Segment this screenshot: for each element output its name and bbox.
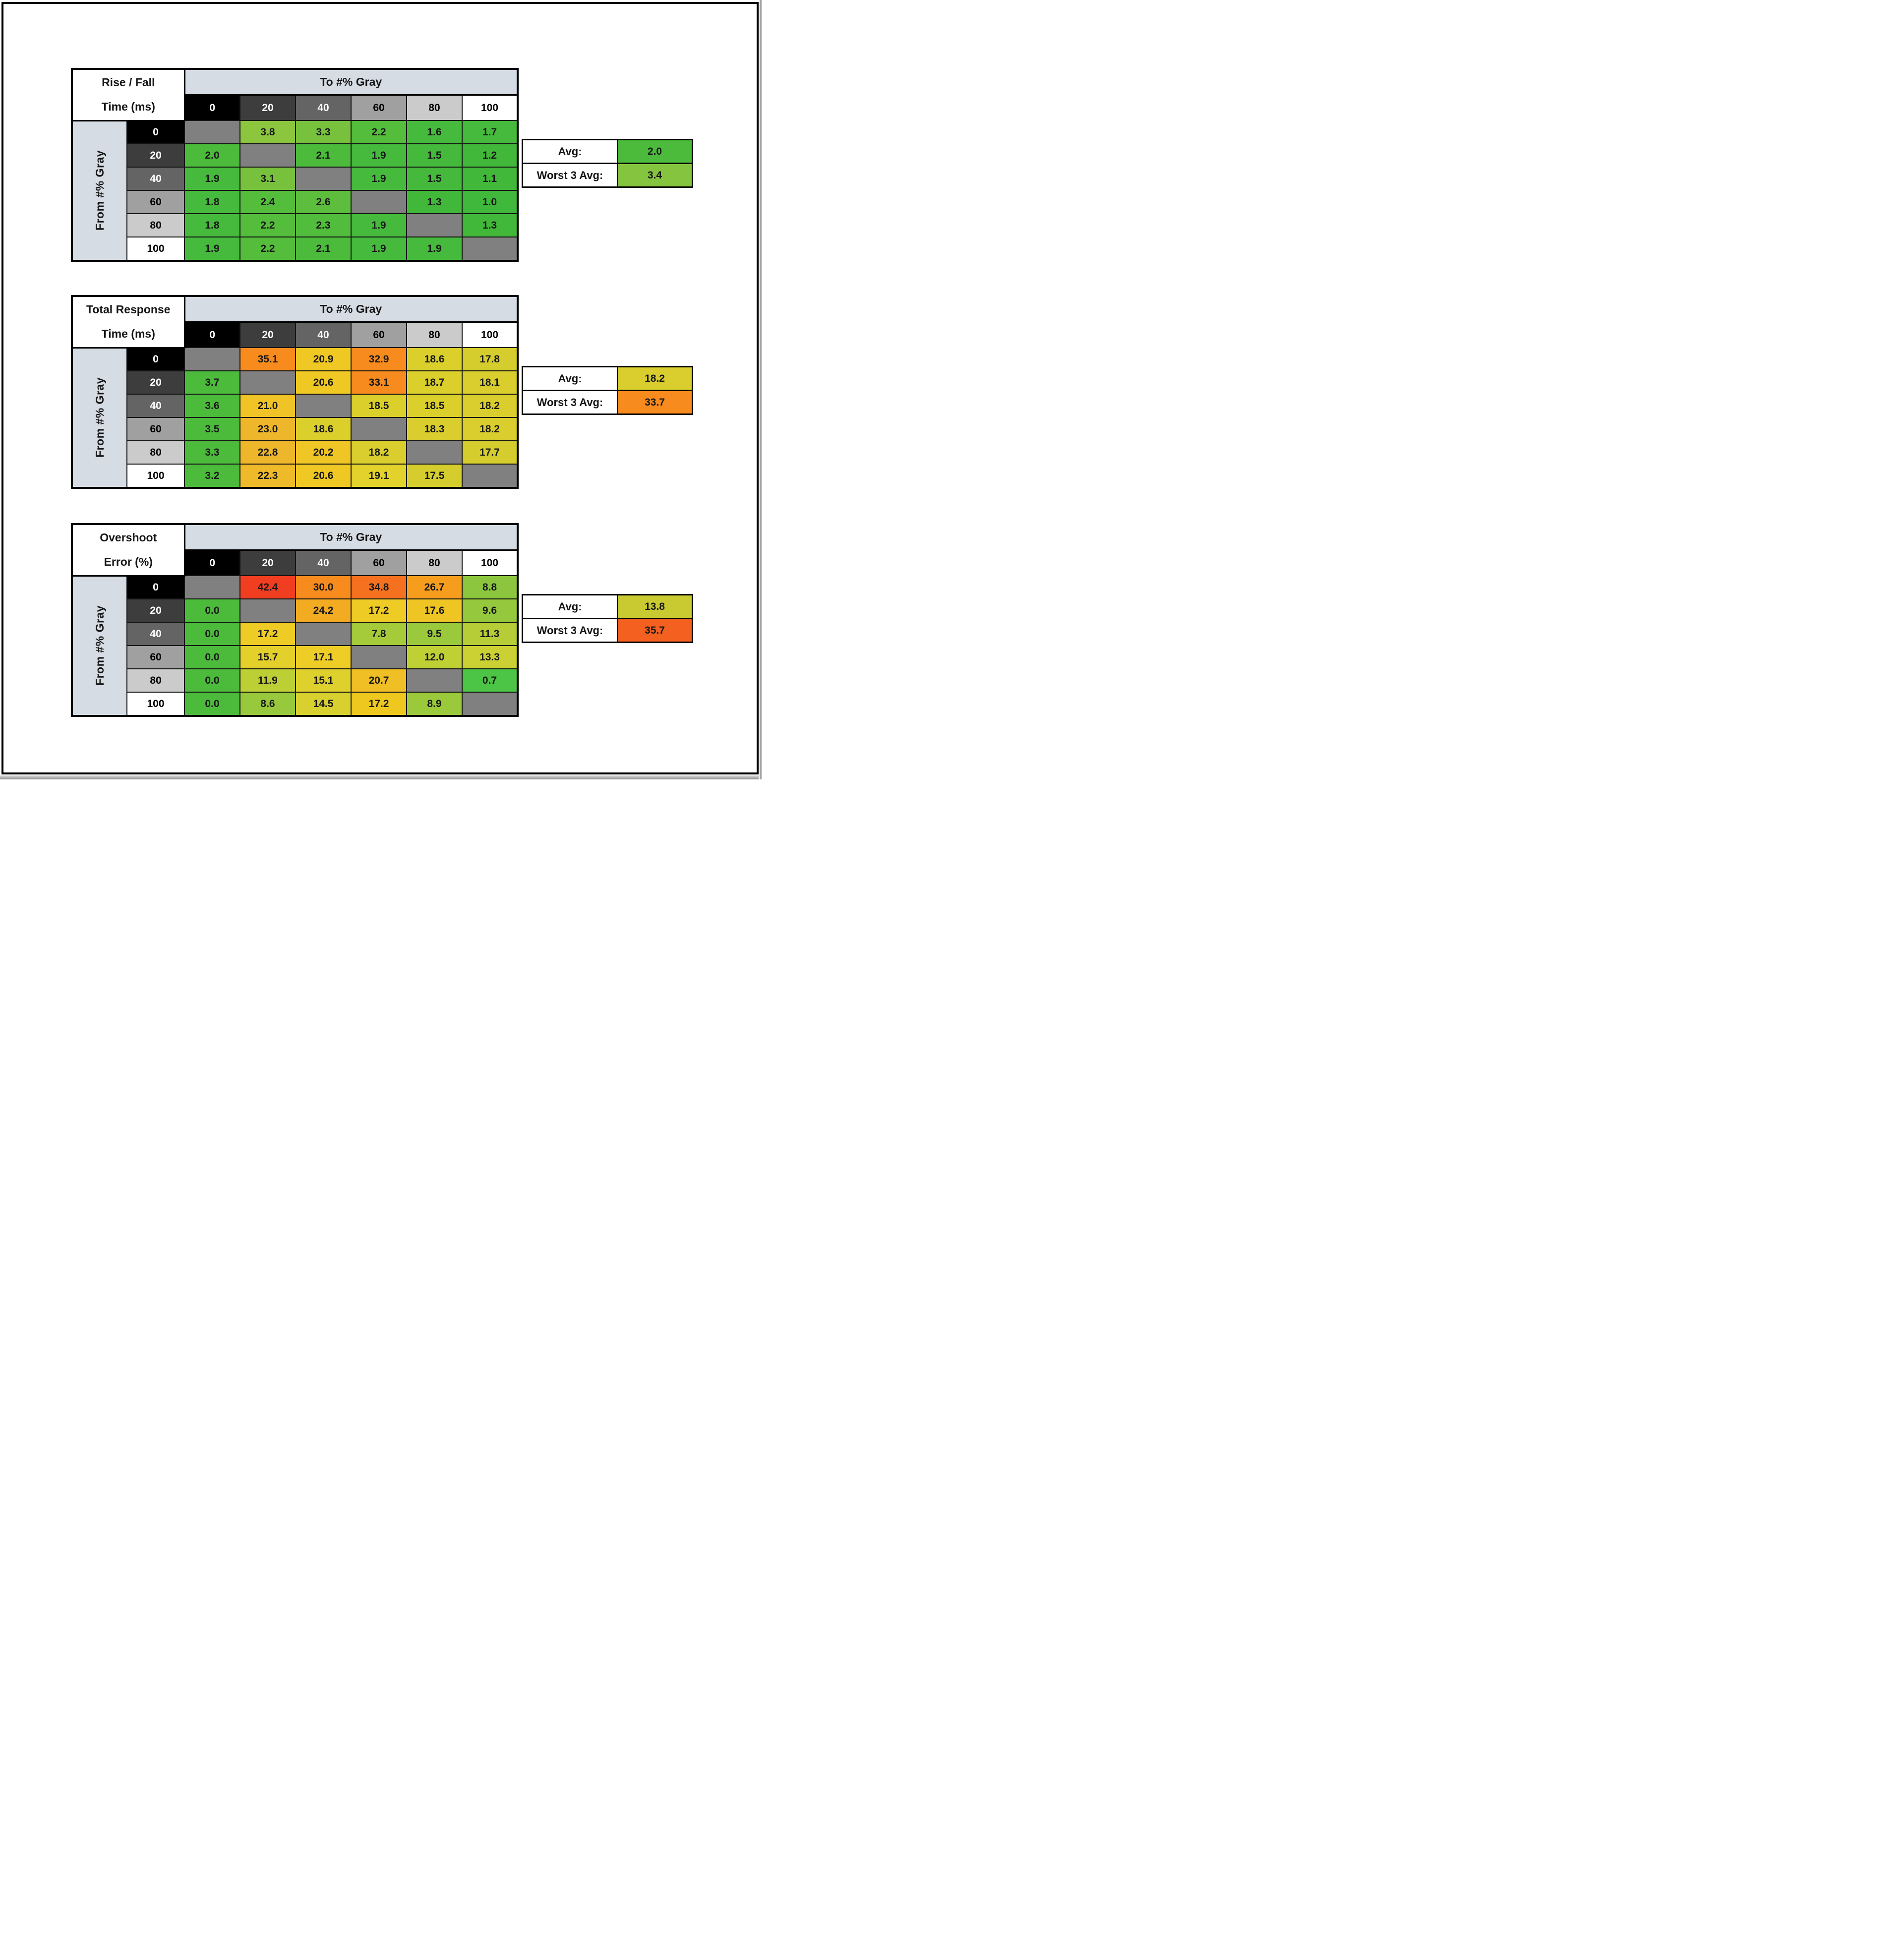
worst3-value: 3.4 (618, 164, 692, 186)
cell-from0-to60: 32.9 (351, 348, 407, 371)
cell-from40-to20: 21.0 (240, 394, 296, 417)
cell-from0-to60: 2.2 (351, 120, 407, 144)
cell-from100-to0: 3.2 (184, 464, 240, 488)
diagonal-cell (296, 167, 351, 190)
diagonal-cell (184, 348, 240, 371)
from-gray-band-text: From #% Gray (93, 150, 106, 231)
cell-from0-to100: 17.8 (462, 348, 518, 371)
diagonal-cell (351, 646, 407, 669)
cell-from20-to60: 33.1 (351, 371, 407, 394)
diagonal-cell (462, 237, 518, 261)
diagonal-cell (351, 190, 407, 214)
col-header-80: 80 (407, 322, 462, 348)
cell-from80-to60: 20.7 (351, 669, 407, 692)
window-right-edge (759, 0, 762, 779)
row-header-40: 40 (127, 167, 184, 190)
cell-from60-to100: 1.0 (462, 190, 518, 214)
table-title (72, 524, 184, 576)
row-header-100: 100 (127, 464, 184, 488)
cell-from20-to100: 18.1 (462, 371, 518, 394)
cell-from20-to60: 17.2 (351, 599, 407, 622)
cell-from0-to20: 3.8 (240, 120, 296, 144)
overshoot-error-table-section (71, 523, 519, 717)
cell-from40-to20: 3.1 (240, 167, 296, 190)
row-header-40: 40 (127, 394, 184, 417)
cell-from60-to40: 17.1 (296, 646, 351, 669)
cell-from80-to0: 1.8 (184, 214, 240, 237)
row-header-60: 60 (127, 646, 184, 669)
table-title-line1: Total Response (86, 303, 171, 316)
col-header-0: 0 (184, 322, 240, 348)
diagonal-cell (240, 599, 296, 622)
from-gray-band-label (72, 120, 127, 261)
cell-from0-to60: 34.8 (351, 576, 407, 599)
cell-from80-to0: 0.0 (184, 669, 240, 692)
cell-from40-to0: 3.6 (184, 394, 240, 417)
cell-from100-to40: 2.1 (296, 237, 351, 261)
cell-from60-to20: 15.7 (240, 646, 296, 669)
cell-from100-to20: 22.3 (240, 464, 296, 488)
diagonal-cell (240, 144, 296, 167)
table-title-line2: Time (ms) (101, 327, 155, 341)
cell-from0-to100: 8.8 (462, 576, 518, 599)
cell-from40-to0: 0.0 (184, 622, 240, 646)
to-gray-band-label: To #% Gray (184, 296, 518, 322)
col-header-60: 60 (351, 322, 407, 348)
col-header-20: 20 (240, 550, 296, 576)
diagonal-cell (407, 441, 462, 464)
row-header-60: 60 (127, 417, 184, 441)
cell-from40-to0: 1.9 (184, 167, 240, 190)
from-gray-band-label (72, 576, 127, 716)
table-title (72, 69, 184, 120)
cell-from20-to0: 0.0 (184, 599, 240, 622)
cell-from80-to20: 22.8 (240, 441, 296, 464)
rise-fall-table-section (71, 68, 519, 262)
avg-value: 13.8 (618, 595, 692, 618)
cell-from0-to80: 1.6 (407, 120, 462, 144)
overshoot-error-matrix-table (71, 523, 519, 717)
avg-value: 18.2 (618, 367, 692, 390)
cell-from40-to60: 18.5 (351, 394, 407, 417)
total-response-table-section (71, 295, 519, 489)
cell-from80-to20: 11.9 (240, 669, 296, 692)
col-header-20: 20 (240, 95, 296, 121)
from-gray-band-text: From #% Gray (93, 605, 106, 686)
cell-from20-to100: 9.6 (462, 599, 518, 622)
cell-from20-to40: 2.1 (296, 144, 351, 167)
cell-from40-to60: 1.9 (351, 167, 407, 190)
avg-value: 2.0 (618, 140, 692, 163)
cell-from100-to20: 8.6 (240, 692, 296, 716)
cell-from100-to0: 1.9 (184, 237, 240, 261)
worst3-row (523, 390, 692, 413)
cell-from0-to40: 20.9 (296, 348, 351, 371)
diagonal-cell (462, 464, 518, 488)
col-header-20: 20 (240, 322, 296, 348)
row-header-0: 0 (127, 120, 184, 144)
cell-from60-to0: 0.0 (184, 646, 240, 669)
cell-from20-to80: 18.7 (407, 371, 462, 394)
avg-label: Avg: (523, 595, 618, 618)
row-header-100: 100 (127, 692, 184, 716)
cell-from60-to40: 18.6 (296, 417, 351, 441)
cell-from100-to60: 1.9 (351, 237, 407, 261)
avg-label: Avg: (523, 140, 618, 163)
col-header-40: 40 (296, 95, 351, 121)
avg-row (523, 595, 692, 618)
rise-fall-avg-box (522, 139, 693, 188)
worst3-label: Worst 3 Avg: (523, 619, 618, 642)
cell-from100-to80: 17.5 (407, 464, 462, 488)
cell-from40-to100: 1.1 (462, 167, 518, 190)
cell-from80-to40: 2.3 (296, 214, 351, 237)
row-header-0: 0 (127, 576, 184, 599)
cell-from80-to20: 2.2 (240, 214, 296, 237)
cell-from40-to100: 11.3 (462, 622, 518, 646)
row-header-20: 20 (127, 371, 184, 394)
cell-from100-to80: 8.9 (407, 692, 462, 716)
table-title (72, 296, 184, 348)
cell-from40-to100: 18.2 (462, 394, 518, 417)
worst3-label: Worst 3 Avg: (523, 164, 618, 186)
cell-from100-to40: 20.6 (296, 464, 351, 488)
cell-from0-to40: 30.0 (296, 576, 351, 599)
cell-from20-to40: 20.6 (296, 371, 351, 394)
rise-fall-matrix-table (71, 68, 519, 262)
row-header-100: 100 (127, 237, 184, 261)
overshoot-avg-box (522, 594, 693, 643)
cell-from80-to100: 1.3 (462, 214, 518, 237)
table-title-line1: Rise / Fall (102, 76, 155, 89)
diagonal-cell (296, 622, 351, 646)
cell-from20-to40: 24.2 (296, 599, 351, 622)
row-header-20: 20 (127, 599, 184, 622)
cell-from20-to100: 1.2 (462, 144, 518, 167)
diagonal-cell (462, 692, 518, 716)
total-response-matrix-table (71, 295, 519, 489)
col-header-80: 80 (407, 95, 462, 121)
diagonal-cell (184, 576, 240, 599)
col-header-80: 80 (407, 550, 462, 576)
cell-from60-to80: 1.3 (407, 190, 462, 214)
cell-from0-to80: 26.7 (407, 576, 462, 599)
cell-from60-to40: 2.6 (296, 190, 351, 214)
worst3-row (523, 618, 692, 642)
cell-from100-to60: 19.1 (351, 464, 407, 488)
row-header-20: 20 (127, 144, 184, 167)
diagonal-cell (184, 120, 240, 144)
col-header-100: 100 (462, 322, 518, 348)
table-title-line2: Error (%) (104, 555, 153, 569)
cell-from0-to40: 3.3 (296, 120, 351, 144)
col-header-40: 40 (296, 322, 351, 348)
cell-from80-to60: 18.2 (351, 441, 407, 464)
cell-from0-to80: 18.6 (407, 348, 462, 371)
row-header-0: 0 (127, 348, 184, 371)
cell-from60-to0: 3.5 (184, 417, 240, 441)
cell-from40-to80: 18.5 (407, 394, 462, 417)
diagonal-cell (296, 394, 351, 417)
cell-from20-to0: 3.7 (184, 371, 240, 394)
cell-from20-to80: 17.6 (407, 599, 462, 622)
cell-from0-to100: 1.7 (462, 120, 518, 144)
window-bottom-edge (0, 775, 762, 779)
from-gray-band-label (72, 348, 127, 488)
cell-from80-to40: 15.1 (296, 669, 351, 692)
cell-from80-to60: 1.9 (351, 214, 407, 237)
cell-from60-to80: 12.0 (407, 646, 462, 669)
cell-from40-to60: 7.8 (351, 622, 407, 646)
cell-from60-to20: 23.0 (240, 417, 296, 441)
cell-from20-to0: 2.0 (184, 144, 240, 167)
col-header-100: 100 (462, 550, 518, 576)
from-gray-band-text: From #% Gray (93, 377, 106, 458)
col-header-60: 60 (351, 550, 407, 576)
row-header-80: 80 (127, 669, 184, 692)
cell-from100-to60: 17.2 (351, 692, 407, 716)
total-response-avg-box (522, 366, 693, 415)
col-header-0: 0 (184, 550, 240, 576)
col-header-60: 60 (351, 95, 407, 121)
table-title-line1: Overshoot (100, 531, 157, 544)
table-title-line2: Time (ms) (101, 100, 155, 114)
cell-from100-to80: 1.9 (407, 237, 462, 261)
diagonal-cell (240, 371, 296, 394)
cell-from100-to20: 2.2 (240, 237, 296, 261)
worst3-label: Worst 3 Avg: (523, 391, 618, 413)
diagonal-cell (407, 669, 462, 692)
row-header-40: 40 (127, 622, 184, 646)
cell-from80-to100: 17.7 (462, 441, 518, 464)
avg-label: Avg: (523, 367, 618, 390)
row-header-80: 80 (127, 441, 184, 464)
cell-from80-to40: 20.2 (296, 441, 351, 464)
to-gray-band-label: To #% Gray (184, 524, 518, 550)
avg-row (523, 367, 692, 390)
cell-from60-to100: 18.2 (462, 417, 518, 441)
worst3-value: 35.7 (618, 619, 692, 642)
worst3-value: 33.7 (618, 391, 692, 413)
cell-from20-to60: 1.9 (351, 144, 407, 167)
cell-from0-to20: 35.1 (240, 348, 296, 371)
worst3-row (523, 163, 692, 186)
col-header-0: 0 (184, 95, 240, 121)
cell-from40-to20: 17.2 (240, 622, 296, 646)
cell-from20-to80: 1.5 (407, 144, 462, 167)
cell-from60-to20: 2.4 (240, 190, 296, 214)
diagonal-cell (351, 417, 407, 441)
col-header-100: 100 (462, 95, 518, 121)
cell-from60-to0: 1.8 (184, 190, 240, 214)
cell-from40-to80: 9.5 (407, 622, 462, 646)
cell-from80-to100: 0.7 (462, 669, 518, 692)
cell-from0-to20: 42.4 (240, 576, 296, 599)
cell-from60-to100: 13.3 (462, 646, 518, 669)
cell-from100-to0: 0.0 (184, 692, 240, 716)
to-gray-band-label: To #% Gray (184, 69, 518, 95)
cell-from80-to0: 3.3 (184, 441, 240, 464)
avg-row (523, 140, 692, 163)
col-header-40: 40 (296, 550, 351, 576)
cell-from40-to80: 1.5 (407, 167, 462, 190)
cell-from100-to40: 14.5 (296, 692, 351, 716)
diagonal-cell (407, 214, 462, 237)
row-header-60: 60 (127, 190, 184, 214)
row-header-80: 80 (127, 214, 184, 237)
cell-from60-to80: 18.3 (407, 417, 462, 441)
